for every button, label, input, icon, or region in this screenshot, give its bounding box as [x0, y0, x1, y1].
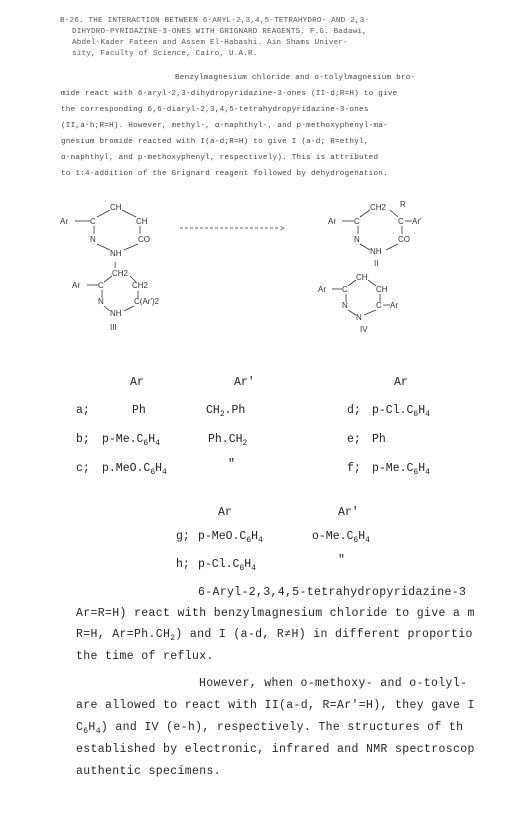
reaction-arrowhead: > [280, 224, 285, 233]
table-row-b-arp: $Ph.CH_2$ [208, 433, 248, 448]
struct-II-c: C [354, 217, 360, 226]
struct-IV-c: C [342, 285, 348, 294]
abstract-body-line-2: mide react with 6-aryl-2,3-dihydropyridazine-3-ones (II-d;R=H) to give [61, 90, 398, 98]
struct-II-co: CO [398, 235, 410, 244]
structure-I [60, 203, 150, 270]
table2-header-ar: Ar [218, 506, 232, 519]
structure-III [72, 269, 160, 332]
struct-I-nh: NH [110, 249, 122, 258]
abstract-body-line-1: Benzylmagnesium chloride and o-tolylmagnesium bro- [175, 74, 416, 82]
abstract-body-line-3: the corresponding 6,6-diaryl-2,3,4,5-tetrahydropyridazine-3-ones [61, 106, 369, 114]
struct-IV-c-right: C [376, 301, 382, 310]
table2-row-h-ar: $p-Cl.C_6H_4$ [198, 558, 256, 573]
struct-IV-label: IV [360, 325, 368, 334]
struct-I-ar: Ar [60, 217, 68, 226]
struct-IV-ar-right: Ar [390, 301, 398, 310]
table-row-d-key: d; [347, 404, 361, 417]
abstract-title-line-1: B-26. THE INTERACTION BETWEEN 6-ARYL-2,3,4,5-TETRAHYDRO- AND 2,3- [60, 17, 370, 25]
abstract-body-line-6: α-naphthyl, and p-methoxyphenyl, respectively). This is attributed [61, 154, 379, 162]
struct-I-label: I [114, 261, 117, 270]
abstract-authors-line-2: sity, Faculty of Science, Cairo, U.A.R. [72, 50, 258, 58]
structure-II [328, 200, 422, 268]
table-row-e-ar: Ph [372, 433, 386, 446]
struct-III-c: C [98, 281, 104, 290]
struct-III-nh: NH [110, 309, 122, 318]
struct-I-ch-top: CH [110, 203, 122, 212]
body-line-8: established by electronic, infrared and NMR spectroscop [76, 743, 475, 756]
struct-I-n: N [90, 235, 96, 244]
structure-IV [318, 273, 398, 334]
struct-III-ar: Ar [72, 281, 80, 290]
table2-row-g-ar: $p-MeO.C_6H_4$ [198, 530, 263, 545]
struct-IV-n-bottom: N [356, 313, 362, 322]
table2-header-arp: Ar' [338, 506, 359, 519]
struct-II-arp: Ar' [412, 217, 422, 226]
table2-row-g-key: g; [176, 530, 190, 543]
struct-I-ch-right: CH [136, 217, 148, 226]
struct-II-label: II [374, 259, 379, 268]
table-row-c-arp: " [228, 458, 235, 471]
body-line-1: 6-Aryl-2,3,4,5-tetrahydropyridazine-3 [198, 586, 467, 599]
struct-I-co: CO [138, 235, 150, 244]
struct-IV-ar: Ar [318, 285, 326, 294]
body-line-5: However, when o-methoxy- and o-tolyl- [199, 677, 468, 690]
table-row-d-ar: $p-Cl.C_6H_4$ [372, 404, 430, 419]
abstract-body-line-5: gnesium bromide reacted with I(a-d;R=H) to give I (a-d; R=ethyl, [61, 138, 369, 146]
table-row-e-key: e; [347, 433, 361, 446]
table-row-a-arp: $CH_2.Ph$ [206, 404, 246, 419]
struct-II-c-right: C [398, 217, 404, 226]
body-line-7: $C_6H_4$) and IV (e-h), respectively. The structures of th [76, 721, 464, 736]
struct-II-ch2: CH2 [370, 203, 387, 212]
struct-III-n: N [98, 297, 104, 306]
struct-II-r: R [400, 200, 406, 209]
body-line-9: authentic specimens. [76, 765, 222, 778]
abstract-title-line-2: DIHYDRO-PYRIDAZINE-3-ONES WITH GRIGNARD REAGENTS. F.G. Badawi, [72, 28, 367, 36]
struct-II-ar: Ar [328, 217, 336, 226]
table-header-ar-right: Ar [394, 376, 408, 389]
table2-row-h-arp: " [338, 554, 345, 567]
struct-I-c: C [90, 217, 96, 226]
body-line-3: R=H, $Ar=Ph.CH_2$) and I (a-d, R≠H) in different proportio [76, 628, 473, 643]
table-row-c-key: c; [76, 462, 90, 475]
table-row-a-key: a; [76, 404, 90, 417]
struct-III-ch2-top: CH2 [112, 269, 129, 278]
struct-III-label: III [110, 323, 117, 332]
table-header-arp: Ar' [234, 376, 255, 389]
table-row-b-ar: $p-Me.C_6H_4$ [102, 433, 160, 448]
table2-row-g-arp: $o-Me.C_6H_4$ [312, 530, 370, 545]
table2-row-h-key: h; [176, 558, 190, 571]
table-header-ar-left: Ar [130, 376, 144, 389]
struct-II-nh: NH [370, 247, 382, 256]
struct-II-n: N [354, 235, 360, 244]
table-row-f-ar: $p-Me.C_6H_4$ [372, 462, 430, 477]
table-row-a-ar: Ph [132, 404, 146, 417]
body-line-6: are allowed to react with II(a-d, R=Ar'=H), they gave I [76, 699, 475, 712]
struct-IV-ch-top: CH [356, 273, 368, 282]
struct-IV-ch-right: CH [376, 285, 388, 294]
table-row-c-ar: $p.MeO.C_6H_4$ [102, 462, 167, 477]
abstract-body-line-4: (II,a-h;R=H). However, methyl-, α-naphthyl-, and p-methoxyphenyl-ma- [61, 122, 388, 130]
struct-III-car2: C(Ar')2 [134, 297, 160, 306]
body-line-4: the time of reflux. [76, 650, 214, 663]
struct-III-ch2-right: CH2 [132, 281, 149, 290]
abstract-body-line-7: to 1:4-addition of the Grignard reagent followed by dehydrogenation. [61, 170, 388, 178]
table-row-f-key: f; [347, 462, 361, 475]
abstract-authors-line-1: Abdel-Kader Fateen and Assem El-Habashi. Ain Shams Univer- [72, 39, 348, 47]
table-row-b-key: b; [76, 433, 90, 446]
struct-IV-n: N [342, 301, 348, 310]
reaction-scheme [60, 198, 460, 338]
body-line-2: Ar=R=H) react with benzylmagnesium chloride to give a m [76, 607, 475, 620]
